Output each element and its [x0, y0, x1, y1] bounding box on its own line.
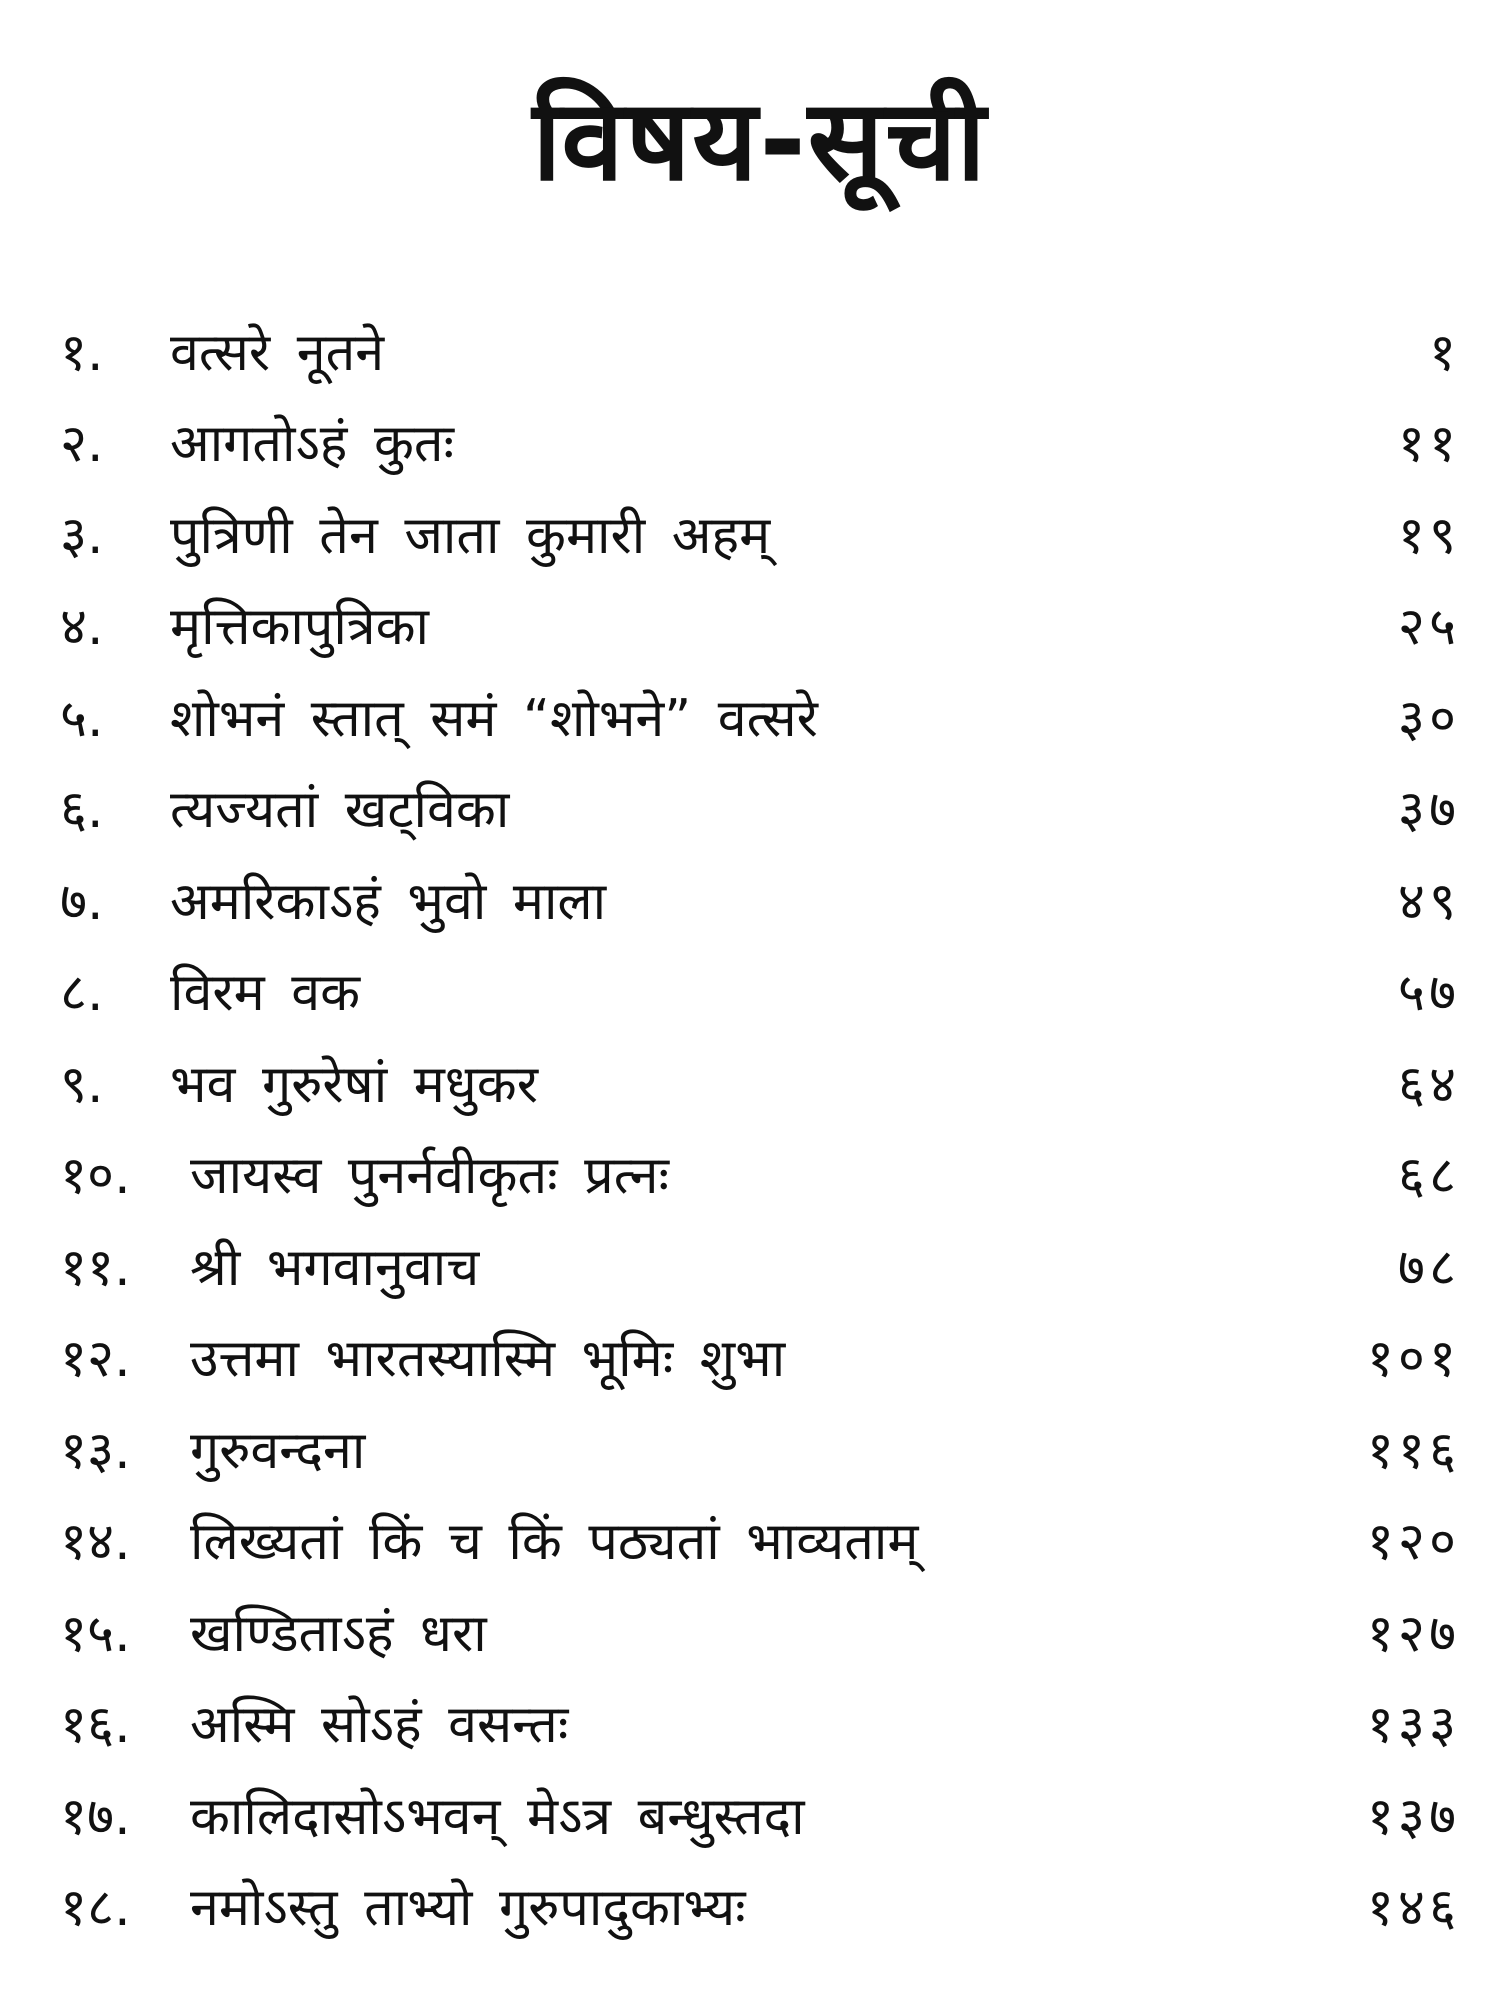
toc-entry-number: १५.	[60, 1603, 131, 1664]
toc-entry-number: ८.	[60, 963, 104, 1024]
toc-entry-title: भव गुरुरेषां मधुकर	[170, 1054, 538, 1115]
toc-entry-number: १८.	[60, 1878, 131, 1939]
toc-entry-title: श्री भगवानुवाच	[190, 1237, 480, 1298]
table-of-contents	[60, 307, 1460, 1954]
toc-entry-title: मृत्तिकापुत्रिका	[170, 597, 430, 658]
toc-entry-page: १२०	[1366, 1512, 1460, 1573]
toc-entry-page: १२७	[1366, 1603, 1460, 1664]
toc-entry-number: १४.	[60, 1512, 131, 1573]
toc-entry-title: अमरिकाऽहं भुवो माला	[170, 871, 607, 932]
toc-entry-page: ७८	[1397, 1237, 1460, 1298]
toc-entry-number: १६.	[60, 1695, 131, 1756]
toc-entry-title: त्यज्यतां खट्विका	[170, 780, 510, 841]
toc-entry-number: २.	[60, 414, 104, 475]
toc-entry	[60, 307, 1460, 399]
toc-entry	[60, 673, 1460, 765]
page-title: विषय-सूची	[532, 76, 988, 206]
toc-entry-page: १०१	[1366, 1329, 1460, 1390]
toc-entry-page: २५	[1397, 597, 1460, 658]
toc-entry-title: विरम वक	[170, 963, 361, 1024]
toc-entry-number: १.	[60, 322, 104, 383]
toc-entry-title: जायस्व पुनर्नवीकृतः प्रत्नः	[190, 1146, 670, 1207]
toc-entry-number: ११.	[60, 1237, 131, 1298]
toc-entry-page: ६४	[1397, 1054, 1460, 1115]
toc-entry-number: ९.	[60, 1054, 104, 1115]
toc-entry-title: कालिदासोऽभवन् मेऽत्र बन्धुस्तदा	[190, 1786, 805, 1847]
toc-entry-title: खण्डिताऽहं धरा	[190, 1603, 487, 1664]
toc-entry-page: १	[1428, 322, 1460, 383]
toc-entry-page: ११	[1397, 414, 1460, 475]
toc-entry-title: लिख्यतां किं च किं पठ्यतां भाव्यताम्	[190, 1512, 919, 1573]
toc-entry-number: ६.	[60, 780, 104, 841]
toc-entry-number: १२.	[60, 1329, 131, 1390]
toc-entry-page: १३३	[1366, 1695, 1460, 1756]
toc-entry	[60, 399, 1460, 491]
toc-entry-number: ४.	[60, 597, 104, 658]
toc-entry-title: गुरुवन्दना	[190, 1420, 366, 1481]
toc-entry	[60, 1222, 1460, 1314]
toc-entry-number: ३.	[60, 505, 104, 566]
toc-entry-title: पुत्रिणी तेन जाता कुमारी अहम्	[170, 505, 771, 566]
toc-entry	[60, 1771, 1460, 1863]
toc-entry-page: १३७	[1366, 1786, 1460, 1847]
toc-entry-page: ६८	[1397, 1146, 1460, 1207]
toc-entry	[60, 1588, 1460, 1680]
toc-entry	[60, 1405, 1460, 1497]
toc-entry-page: ३०	[1397, 688, 1460, 749]
toc-entry	[60, 1863, 1460, 1955]
toc-entry-number: ५.	[60, 688, 104, 749]
toc-entry	[60, 582, 1460, 674]
toc-entry	[60, 490, 1460, 582]
toc-entry-page: १४६	[1366, 1878, 1460, 1939]
toc-entry-title: वत्सरे नूतने	[170, 322, 385, 383]
toc-entry-title: नमोऽस्तु ताभ्यो गुरुपादुकाभ्यः	[190, 1878, 746, 1939]
toc-entry	[60, 948, 1460, 1040]
toc-entry-page: ५७	[1397, 963, 1460, 1024]
toc-entry	[60, 1314, 1460, 1406]
toc-entry-number: १३.	[60, 1420, 131, 1481]
toc-entry-title: अस्मि सोऽहं वसन्तः	[190, 1695, 569, 1756]
toc-entry	[60, 765, 1460, 857]
toc-entry-page: ४९	[1397, 871, 1460, 932]
toc-entry	[60, 1039, 1460, 1131]
toc-entry	[60, 1497, 1460, 1589]
toc-entry-number: ७.	[60, 871, 104, 932]
toc-entry	[60, 1131, 1460, 1223]
toc-entry	[60, 856, 1460, 948]
toc-entry-page: ११६	[1366, 1420, 1460, 1481]
toc-entry-number: १७.	[60, 1786, 131, 1847]
toc-entry-number: १०.	[60, 1146, 131, 1207]
toc-entry-title: आगतोऽहं कुतः	[170, 414, 455, 475]
toc-entry-page: ३७	[1397, 780, 1460, 841]
toc-entry-title: शोभनं स्तात् समं “शोभने” वत्सरे	[170, 688, 818, 749]
toc-entry-title: उत्तमा भारतस्यास्मि भूमिः शुभा	[190, 1329, 786, 1390]
toc-entry-page: १९	[1397, 505, 1460, 566]
toc-entry	[60, 1680, 1460, 1772]
